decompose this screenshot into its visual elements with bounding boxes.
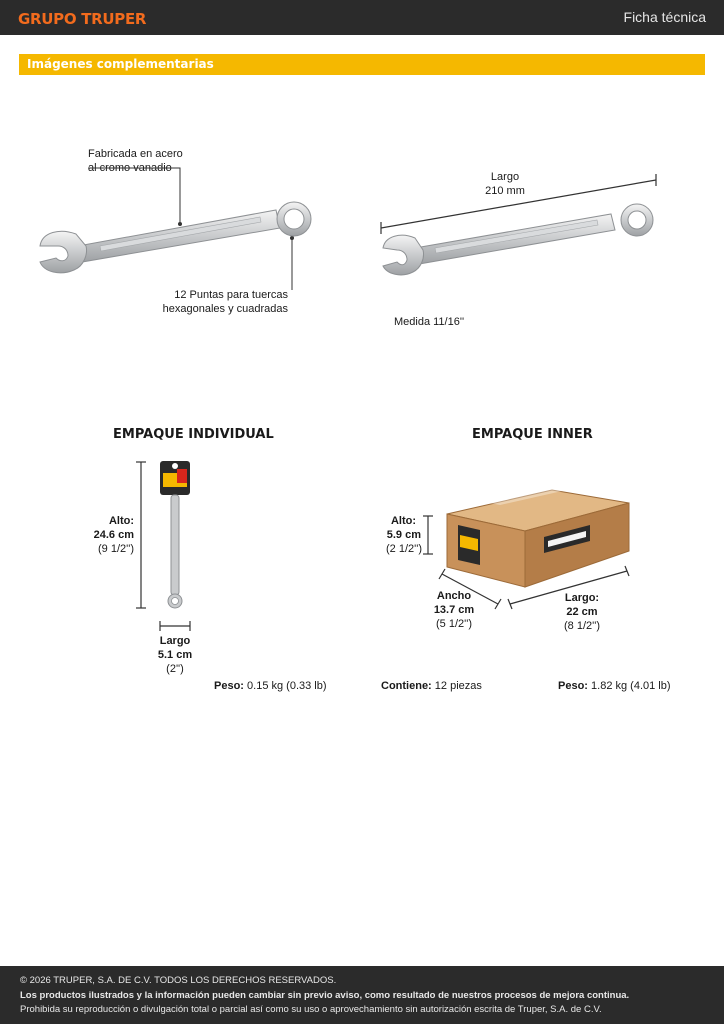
section-title: Imágenes complementarias — [27, 57, 214, 71]
inner-height-label: Alto: — [390, 515, 416, 527]
inner-length-in: (8 1/2'') — [564, 620, 600, 632]
individual-weight-label: Peso: — [214, 680, 244, 692]
inner-width-label: Ancho — [436, 590, 472, 602]
individual-weight-value: 0.15 kg (0.33 lb) — [243, 680, 327, 692]
individual-height-cm: 24.6 cm — [93, 529, 134, 541]
inner-package-title: EMPAQUE INNER — [472, 427, 593, 442]
wrench-size: Medida 11/16'' — [394, 316, 465, 328]
inner-length-cm: 22 cm — [566, 606, 598, 618]
individual-length-label: Largo — [159, 635, 191, 647]
footer-copyright: © 2026 TRUPER, S.A. DE C.V. TODOS LOS DERECHOS RESERVADOS. — [20, 975, 337, 986]
individual-package-title: EMPAQUE INDIVIDUAL — [113, 427, 274, 442]
inner-weight — [558, 679, 671, 693]
individual-length-in: (2'') — [166, 663, 184, 675]
section-title-bar — [19, 54, 705, 75]
points-line-1: 12 Puntas para tuercas — [174, 289, 288, 301]
length-value: 210 mm — [485, 185, 525, 197]
length-label: Largo — [490, 171, 520, 183]
individual-height-label: Alto: — [108, 515, 134, 527]
material-line-2: al cromo vanadio — [88, 162, 172, 174]
individual-weight — [214, 679, 327, 693]
points-line-2: hexagonales y cuadradas — [162, 303, 288, 315]
inner-height-cm: 5.9 cm — [386, 529, 421, 541]
header-bar — [0, 0, 724, 35]
combination-wrench-illustration — [30, 150, 330, 290]
inner-weight-value: 1.82 kg (4.01 lb) — [587, 680, 671, 692]
inner-width-cm: 13.7 cm — [433, 604, 475, 616]
individual-length-cm: 5.1 cm — [157, 649, 193, 661]
footer — [0, 966, 724, 1024]
wrench-length-illustration — [375, 170, 665, 280]
inner-contents-label: Contiene: — [381, 680, 432, 692]
inner-height-in: (2 1/2'') — [386, 543, 422, 555]
inner-weight-label: Peso: — [558, 680, 588, 692]
document-type: Ficha técnica — [623, 9, 706, 25]
inner-length-label: Largo: — [564, 592, 600, 604]
individual-height-in: (9 1/2'') — [98, 543, 134, 555]
individual-package-illustration — [130, 455, 210, 635]
brand-logo: GRUPO TRUPER — [18, 10, 147, 28]
footer-notice: Los productos ilustrados y la información pueden cambiar sin previo aviso, como resultado de nuestros procesos de mejora continua. — [20, 990, 630, 1001]
inner-width-in: (5 1/2'') — [436, 618, 472, 630]
inner-contents-value: 12 piezas — [431, 680, 482, 692]
inner-contents — [381, 679, 482, 693]
material-line-1: Fabricada en acero — [88, 148, 183, 160]
footer-prohibition: Prohibida su reproducción o divulgación total o parcial así como su uso o aprovechamiento sin autorización escrita de Truper, S.A. de C.V. — [20, 1004, 602, 1015]
